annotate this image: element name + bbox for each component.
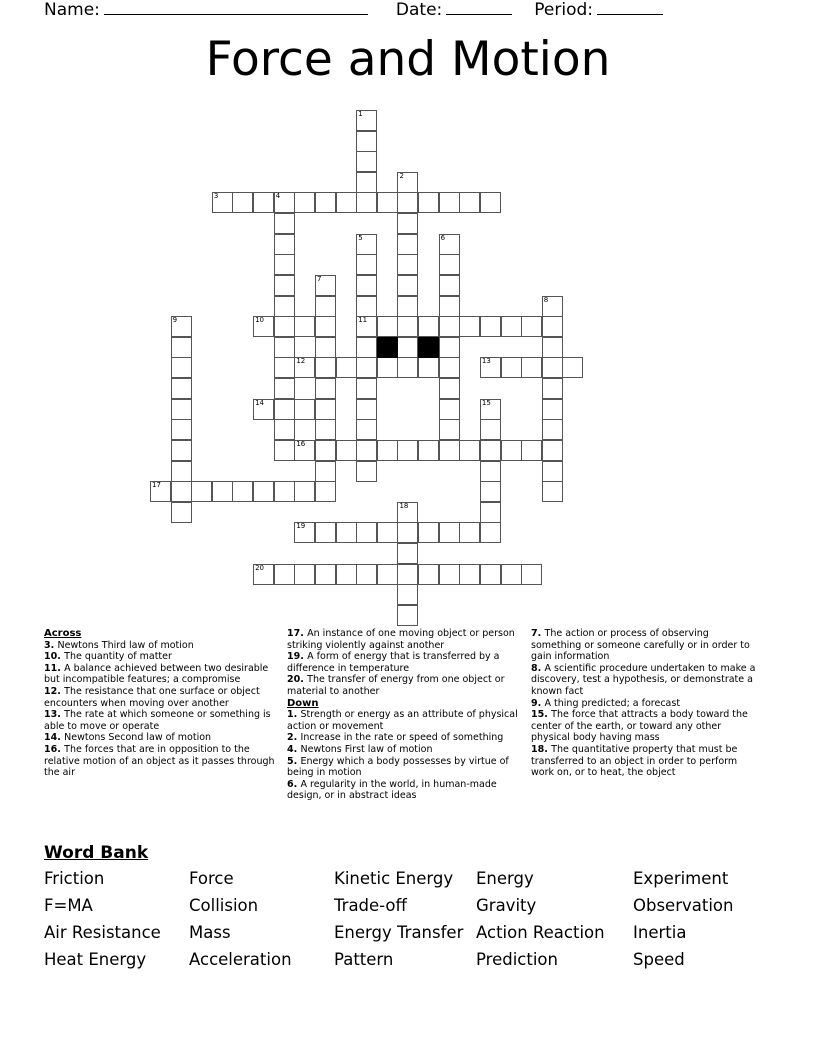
down-heading: Down: [287, 697, 319, 709]
grid-cell[interactable]: [171, 461, 192, 482]
clue-column-1: [44, 628, 287, 802]
grid-cell[interactable]: [418, 192, 439, 213]
word-bank-word: Trade-off: [334, 896, 407, 915]
grid-cell[interactable]: [542, 357, 563, 378]
grid-cell-number: 6: [440, 233, 446, 242]
grid-cell[interactable]: [542, 440, 563, 461]
grid-cell[interactable]: [294, 399, 315, 420]
grid-cell[interactable]: [418, 316, 439, 337]
grid-cell[interactable]: [397, 605, 418, 626]
grid-cell[interactable]: [356, 522, 377, 543]
word-bank-word: Collision: [189, 896, 259, 915]
grid-cell[interactable]: [274, 192, 295, 213]
grid-cell[interactable]: [377, 440, 398, 461]
grid-cell[interactable]: [439, 337, 460, 358]
grid-cell[interactable]: [232, 481, 253, 502]
grid-cell[interactable]: [397, 440, 418, 461]
grid-cell[interactable]: [377, 522, 398, 543]
grid-cell[interactable]: [480, 419, 501, 440]
grid-cell[interactable]: [315, 316, 336, 337]
grid-cell-number: 17: [152, 481, 161, 490]
grid-cell[interactable]: [315, 378, 336, 399]
grid-cell[interactable]: [542, 419, 563, 440]
grid-cell[interactable]: [439, 192, 460, 213]
grid-cell[interactable]: [315, 399, 336, 420]
clue-number: 13.: [44, 709, 65, 721]
grid-cell[interactable]: [356, 151, 377, 172]
clue-text: A balance achieved between two desirable but incompatible features; a compromise: [44, 662, 269, 686]
grid-cell[interactable]: [480, 522, 501, 543]
word-bank-word: Experiment: [633, 869, 729, 888]
clue-text: A scientific procedure undertaken to make a discovery, test a hypothesis, or demonstrate a known fact: [531, 662, 756, 697]
word-bank-word: F=MA: [44, 896, 93, 915]
grid-cell[interactable]: [315, 440, 336, 461]
grid-cell[interactable]: [336, 564, 357, 585]
grid-cell[interactable]: [459, 192, 480, 213]
clues-section: [44, 628, 774, 802]
across-heading: Across: [44, 628, 82, 639]
grid-cell[interactable]: [171, 440, 192, 461]
grid-cell[interactable]: [315, 419, 336, 440]
grid-cell-number: 14: [255, 398, 265, 407]
grid-cell[interactable]: [501, 316, 522, 337]
grid-cell[interactable]: [356, 357, 377, 378]
grid-cell[interactable]: [294, 564, 315, 585]
word-bank-word: Prediction: [476, 950, 558, 969]
clue-number: 14.: [44, 732, 65, 744]
grid-cell[interactable]: [480, 461, 501, 482]
clue-text: The rate at which someone or something is able to move or operate: [44, 709, 271, 732]
grid-cell[interactable]: [521, 440, 542, 461]
clue-number: 19.: [287, 651, 308, 663]
grid-cell[interactable]: [356, 399, 377, 420]
clue-text: The transfer of energy from one object or material to another: [287, 674, 505, 697]
grid-cell[interactable]: [171, 337, 192, 358]
page-title: Force and Motion: [205, 32, 611, 87]
grid-cell[interactable]: [542, 296, 563, 317]
grid-cell[interactable]: [397, 337, 418, 358]
clue-text: A regularity in the world, in human-made design, or in abstract ideas: [287, 778, 497, 802]
grid-cell[interactable]: [294, 481, 315, 502]
grid-cell[interactable]: [315, 357, 336, 378]
grid-cell[interactable]: [439, 419, 460, 440]
clue-number: 18.: [531, 743, 552, 755]
clue-text: The force that attracts a body toward the center of the earth, or toward any other physical body having mass: [531, 709, 748, 744]
grid-cell[interactable]: [542, 461, 563, 482]
grid-cell[interactable]: [439, 378, 460, 399]
grid-cell[interactable]: [480, 481, 501, 502]
word-bank-word: Energy Transfer: [334, 923, 464, 942]
grid-cell[interactable]: [521, 357, 542, 378]
grid-cell[interactable]: [356, 234, 377, 255]
grid-cell[interactable]: [397, 316, 418, 337]
clue-item: [287, 628, 519, 651]
clue-item: [531, 663, 762, 698]
grid-cell[interactable]: [336, 522, 357, 543]
grid-cell[interactable]: [274, 337, 295, 358]
grid-cell[interactable]: [397, 522, 418, 543]
grid-cell-number: 11: [358, 316, 368, 325]
grid-cell[interactable]: [336, 357, 357, 378]
clue-number: 2.: [287, 732, 301, 744]
clue-item: [531, 698, 762, 710]
grid-cell[interactable]: [377, 192, 398, 213]
clue-number: 11.: [44, 662, 65, 674]
clue-number: 5.: [287, 755, 301, 767]
clue-item: [44, 709, 275, 732]
grid-cell[interactable]: [253, 564, 274, 585]
grid-cell[interactable]: [356, 419, 377, 440]
grid-cell-number: 4: [275, 192, 281, 201]
grid-cell[interactable]: [294, 440, 315, 461]
clue-text: The resistance that one surface or object encounters when moving over another: [44, 685, 260, 709]
grid-cell[interactable]: [501, 564, 522, 585]
grid-cell[interactable]: [418, 564, 439, 585]
grid-cell[interactable]: [397, 234, 418, 255]
grid-cell[interactable]: [542, 399, 563, 420]
grid-cell[interactable]: [521, 316, 542, 337]
grid-cell[interactable]: [274, 316, 295, 337]
period-label: Period:: [534, 0, 594, 20]
grid-cell[interactable]: [397, 564, 418, 585]
grid-cell[interactable]: [439, 564, 460, 585]
grid-cell[interactable]: [439, 296, 460, 317]
clue-item: [287, 779, 519, 802]
word-bank-word: Energy: [476, 869, 534, 888]
grid-cell[interactable]: [542, 316, 563, 337]
word-bank-word: Air Resistance: [44, 923, 161, 942]
grid-cell-number: 12: [296, 357, 306, 366]
clue-text: The quantity of matter: [64, 651, 172, 663]
grid-cell[interactable]: [480, 440, 501, 461]
grid-cell[interactable]: [191, 481, 212, 502]
word-bank-word: Gravity: [476, 896, 537, 915]
grid-cell[interactable]: [336, 192, 357, 213]
clue-text: The forces that are in opposition to the relative motion of an object as it passes through the air: [44, 743, 275, 779]
grid-cell[interactable]: [356, 192, 377, 213]
grid-cell-number: 19: [296, 522, 306, 531]
grid-cell[interactable]: [253, 316, 274, 337]
clue-item: [531, 744, 762, 779]
clue-number: 4.: [287, 743, 301, 755]
grid-cell[interactable]: [459, 440, 480, 461]
word-bank-word: Friction: [44, 869, 105, 888]
grid-cell[interactable]: [274, 296, 295, 317]
grid-cell[interactable]: [274, 275, 295, 296]
clue-text: A thing predicted; a forecast: [544, 697, 681, 709]
clue-number: 6.: [287, 778, 301, 790]
grid-cell-number: 16: [296, 439, 306, 448]
clue-column-2: [287, 628, 531, 802]
word-bank-word: Heat Energy: [44, 950, 147, 969]
word-bank-word: Inertia: [633, 923, 687, 942]
clue-number: 10.: [44, 651, 65, 663]
grid-cell[interactable]: [501, 440, 522, 461]
grid-cell[interactable]: [294, 316, 315, 337]
grid-cell-number: 15: [481, 398, 491, 407]
clue-text: Newtons First law of motion: [300, 743, 433, 755]
grid-cell[interactable]: [356, 131, 377, 152]
grid-cell[interactable]: [459, 564, 480, 585]
grid-cell[interactable]: [439, 275, 460, 296]
clue-number: 1.: [287, 709, 301, 721]
grid-cell[interactable]: [315, 192, 336, 213]
grid-cell-number: 18: [399, 501, 409, 510]
grid-cell-number: 2: [399, 171, 404, 180]
grid-cell[interactable]: [480, 357, 501, 378]
grid-cell[interactable]: [397, 296, 418, 317]
grid-cell[interactable]: [253, 192, 274, 213]
grid-block-cell: [377, 337, 398, 358]
grid-cell[interactable]: [315, 461, 336, 482]
clue-item: [44, 663, 275, 686]
clue-text: Newtons Second law of motion: [64, 732, 212, 744]
clue-item: [44, 744, 275, 779]
grid-cell[interactable]: [171, 419, 192, 440]
clue-item: [531, 628, 762, 663]
grid-cell[interactable]: [274, 357, 295, 378]
grid-cell[interactable]: [418, 522, 439, 543]
grid-cell[interactable]: [459, 316, 480, 337]
grid-cell[interactable]: [274, 419, 295, 440]
grid-cell[interactable]: [439, 316, 460, 337]
grid-cell-number: 10: [255, 316, 265, 325]
grid-cell[interactable]: [315, 337, 336, 358]
grid-cell[interactable]: [356, 110, 377, 131]
grid-cell[interactable]: [397, 584, 418, 605]
word-bank-word: Pattern: [334, 950, 394, 969]
grid-cell[interactable]: [356, 564, 377, 585]
grid-cell[interactable]: [542, 481, 563, 502]
grid-cell[interactable]: [150, 481, 171, 502]
grid-cell[interactable]: [480, 399, 501, 420]
grid-cell[interactable]: [356, 296, 377, 317]
clue-text: Newtons Third law of motion: [57, 639, 194, 651]
grid-cell[interactable]: [480, 316, 501, 337]
grid-cell[interactable]: [356, 440, 377, 461]
grid-cell[interactable]: [315, 296, 336, 317]
grid-cell[interactable]: [356, 172, 377, 193]
grid-cell[interactable]: [171, 357, 192, 378]
clue-number: 12.: [44, 685, 65, 697]
grid-cell[interactable]: [356, 461, 377, 482]
grid-cell[interactable]: [212, 481, 233, 502]
grid-cell[interactable]: [439, 234, 460, 255]
grid-cell[interactable]: [315, 275, 336, 296]
grid-cell[interactable]: [356, 316, 377, 337]
grid-cell-number: 5: [358, 233, 363, 242]
grid-cell[interactable]: [294, 192, 315, 213]
grid-cell[interactable]: [562, 357, 583, 378]
grid-cell[interactable]: [253, 481, 274, 502]
grid-cell[interactable]: [336, 440, 357, 461]
grid-cell[interactable]: [315, 564, 336, 585]
name-label: Name:: [44, 0, 100, 20]
grid-cell[interactable]: [439, 357, 460, 378]
grid-cell[interactable]: [274, 378, 295, 399]
grid-cell[interactable]: [232, 192, 253, 213]
grid-cell[interactable]: [377, 564, 398, 585]
grid-cell[interactable]: [253, 399, 274, 420]
word-bank-word: Speed: [633, 950, 685, 969]
word-bank-title: Word Bank: [44, 843, 149, 863]
grid-cell[interactable]: [397, 254, 418, 275]
word-bank-word: Observation: [633, 896, 734, 915]
clue-text: Increase in the rate or speed of something: [300, 732, 504, 744]
grid-block-cell: [418, 337, 439, 358]
grid-cell[interactable]: [212, 192, 233, 213]
grid-cell[interactable]: [171, 316, 192, 337]
grid-cell[interactable]: [542, 337, 563, 358]
grid-cell[interactable]: [480, 502, 501, 523]
grid-cell[interactable]: [480, 564, 501, 585]
clue-text: Strength or energy as an attribute of physical action or movement: [287, 709, 518, 732]
grid-cell[interactable]: [521, 564, 542, 585]
word-bank-word: Mass: [189, 923, 231, 942]
clue-text: A form of energy that is transferred by a difference in temperature: [287, 651, 500, 674]
grid-cell-number: 13: [481, 357, 491, 366]
grid-cell[interactable]: [480, 192, 501, 213]
word-bank-word: Acceleration: [189, 950, 292, 969]
grid-cell[interactable]: [542, 378, 563, 399]
grid-cell[interactable]: [274, 481, 295, 502]
grid-cell[interactable]: [356, 275, 377, 296]
word-bank-list: [44, 869, 774, 969]
clue-text: The quantitative property that must be transferred to an object in order to perform work on, or to heat, the object: [531, 743, 738, 779]
grid-cell-number: 1: [358, 110, 363, 118]
clue-item: [287, 732, 519, 744]
clue-item: [44, 651, 275, 663]
grid-cell[interactable]: [397, 275, 418, 296]
grid-cell[interactable]: [439, 254, 460, 275]
grid-cell[interactable]: [356, 337, 377, 358]
clue-number: 8.: [531, 662, 545, 674]
clue-text: Energy which a body possesses by virtue of being in motion: [287, 755, 509, 779]
grid-cell[interactable]: [315, 481, 336, 502]
grid-cell[interactable]: [501, 357, 522, 378]
grid-cell[interactable]: [439, 399, 460, 420]
grid-cell-number: 7: [316, 274, 322, 283]
grid-cell[interactable]: [418, 440, 439, 461]
grid-cell[interactable]: [397, 543, 418, 564]
grid-cell[interactable]: [274, 254, 295, 275]
grid-cell[interactable]: [356, 254, 377, 275]
grid-cell[interactable]: [418, 357, 439, 378]
clue-item: [44, 640, 275, 652]
clue-item: [287, 651, 519, 674]
clue-number: 17.: [287, 628, 308, 639]
clue-number: 9.: [531, 697, 545, 709]
clue-text: An instance of one moving object or person striking violently against another: [287, 628, 515, 651]
grid-cell[interactable]: [397, 502, 418, 523]
grid-cell[interactable]: [294, 522, 315, 543]
grid-cell-number: 9: [172, 316, 178, 325]
grid-cell-number: 3: [213, 192, 219, 201]
grid-cell[interactable]: [171, 378, 192, 399]
grid-cell[interactable]: [274, 234, 295, 255]
clue-number: 15.: [531, 709, 552, 721]
grid-cell[interactable]: [397, 213, 418, 234]
clue-item: [287, 674, 519, 697]
clue-item: [287, 756, 519, 779]
grid-cell[interactable]: [356, 378, 377, 399]
clue-number: 20.: [287, 674, 308, 686]
grid-cell[interactable]: [397, 357, 418, 378]
grid-cell[interactable]: [459, 522, 480, 543]
grid-cell-number: 8: [543, 295, 549, 304]
grid-cell-number: 20: [255, 563, 265, 572]
clue-number: 3.: [44, 639, 58, 651]
clue-item: [287, 744, 519, 756]
clue-number: 7.: [531, 628, 545, 639]
grid-cell[interactable]: [397, 172, 418, 193]
grid-cell[interactable]: [171, 481, 192, 502]
clue-column-3: [531, 628, 774, 802]
clue-item: [44, 686, 275, 709]
grid-cell[interactable]: [397, 192, 418, 213]
clue-text: The action or process of observing something or someone carefully or in order to gain information: [531, 628, 750, 663]
grid-cell[interactable]: [171, 399, 192, 420]
word-bank-section: [44, 843, 774, 969]
clue-number: 16.: [44, 743, 65, 755]
word-bank-word: Force: [189, 869, 234, 888]
grid-cell[interactable]: [439, 522, 460, 543]
clue-item: [531, 709, 762, 744]
grid-cell[interactable]: [274, 213, 295, 234]
grid-cell[interactable]: [439, 440, 460, 461]
grid-cell[interactable]: [171, 502, 192, 523]
grid-cell[interactable]: [377, 357, 398, 378]
clue-item: [44, 732, 275, 744]
grid-cell[interactable]: [274, 440, 295, 461]
grid-cell[interactable]: [377, 316, 398, 337]
word-bank-word: Action Reaction: [476, 923, 605, 942]
clue-item: [287, 709, 519, 732]
word-bank-word: Kinetic Energy: [334, 869, 454, 888]
grid-cell[interactable]: [274, 399, 295, 420]
grid-cell[interactable]: [294, 357, 315, 378]
grid-cell[interactable]: [274, 564, 295, 585]
grid-cell[interactable]: [315, 522, 336, 543]
date-label: Date:: [395, 0, 443, 20]
